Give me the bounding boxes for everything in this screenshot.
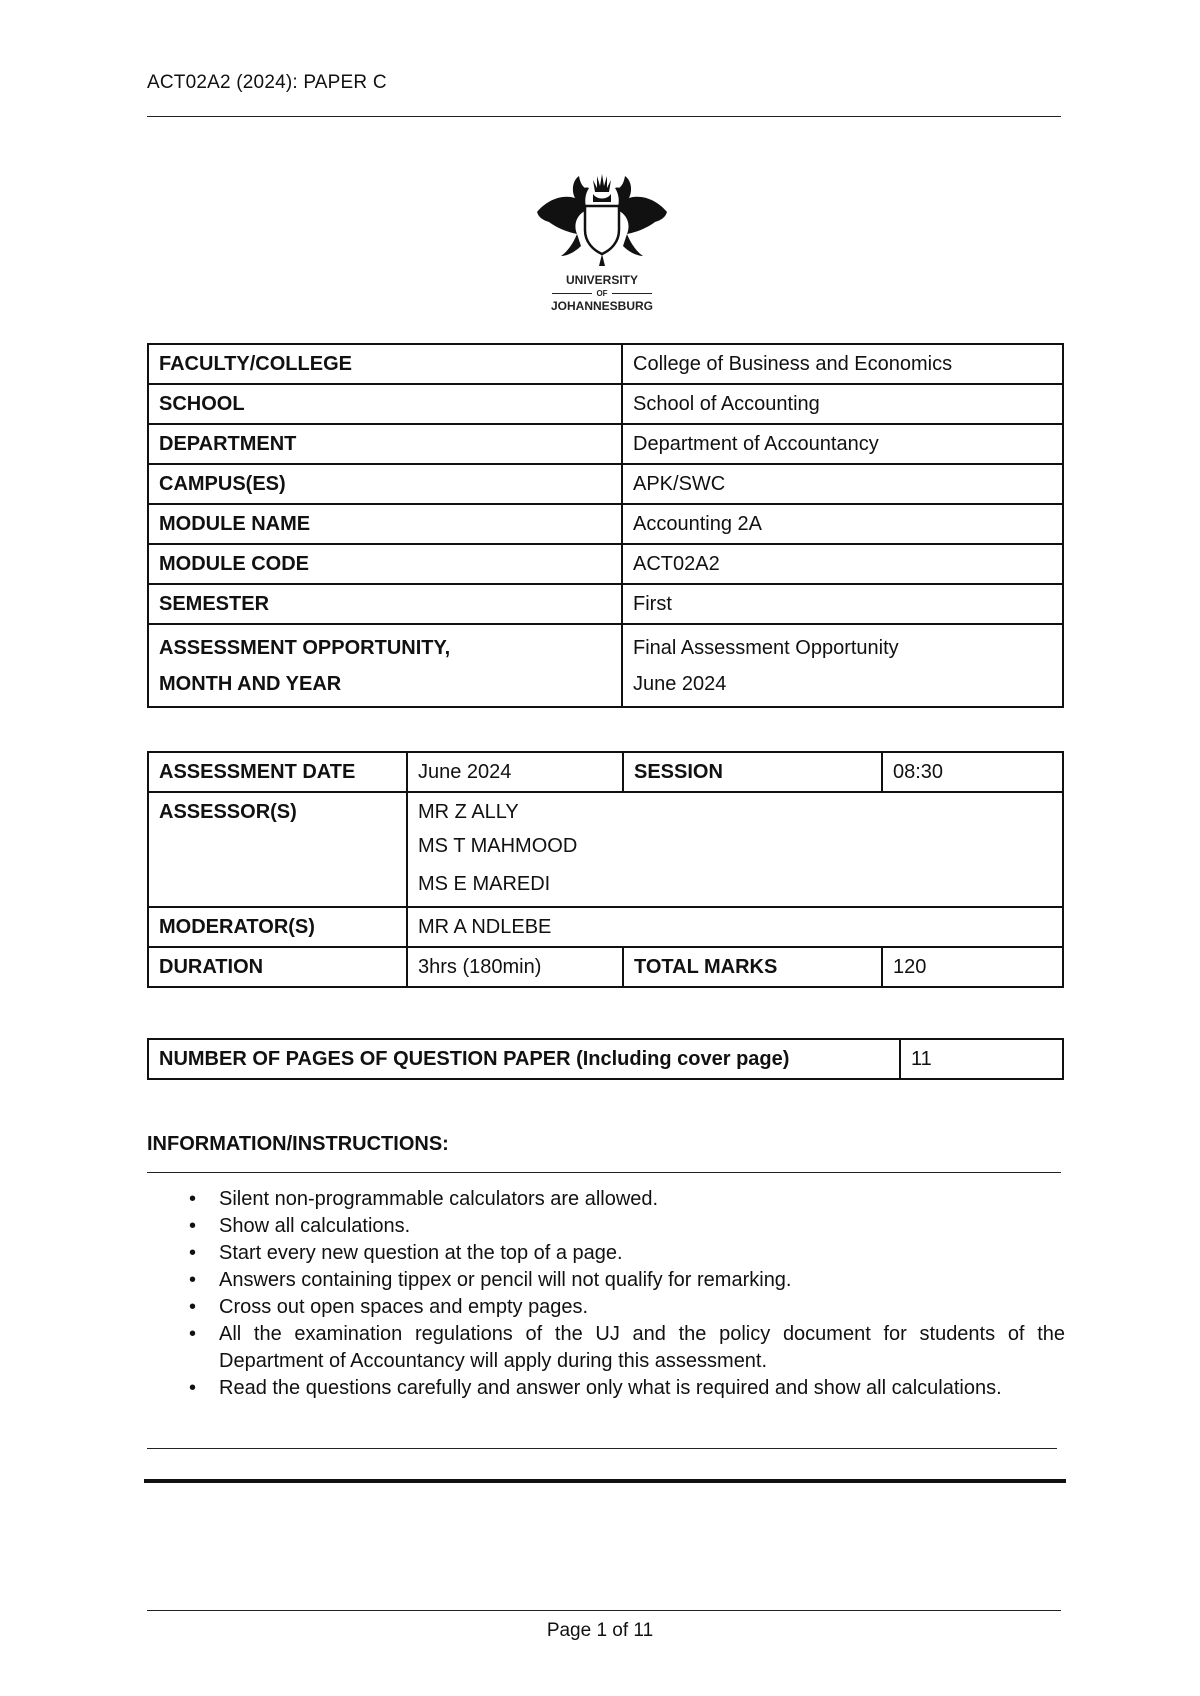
section-end-rule <box>144 1479 1066 1483</box>
assessor-name: MR Z ALLY <box>418 801 519 823</box>
opportunity-value-line2: June 2024 <box>633 673 727 695</box>
page-count-table <box>147 1038 1064 1080</box>
list-item: • Cross out open spaces and empty pages. <box>147 1294 1065 1321</box>
detail-label: MODULE NAME <box>148 504 622 544</box>
list-item: • Answers containing tippex or pencil will not qualify for remarking. <box>147 1267 1065 1294</box>
university-crest-icon <box>527 172 677 272</box>
logo-text-university: UNIVERSITY <box>565 273 638 287</box>
detail-value: College of Business and Economics <box>622 344 1063 384</box>
page-count-label: NUMBER OF PAGES OF QUESTION PAPER (Including cover page) <box>148 1039 900 1079</box>
table-row <box>148 1039 1063 1079</box>
instructions-divider <box>147 1172 1061 1173</box>
total-marks-label: TOTAL MARKS <box>623 947 882 987</box>
total-marks-value: 120 <box>882 947 1063 987</box>
list-item: • Start every new question at the top of a page. <box>147 1240 1065 1267</box>
list-item: • Silent non-programmable calculators are allowed. <box>147 1186 1065 1213</box>
table-row <box>148 584 1063 624</box>
table-row <box>148 544 1063 584</box>
moderators-label: MODERATOR(S) <box>148 907 407 947</box>
list-item: • Show all calculations. <box>147 1213 1065 1240</box>
table-row <box>148 504 1063 544</box>
duration-value: 3hrs (180min) <box>407 947 623 987</box>
table-row <box>148 344 1063 384</box>
table-row <box>148 624 1063 707</box>
detail-label: CAMPUS(ES) <box>148 464 622 504</box>
footer-divider <box>147 1610 1061 1611</box>
logo-text-johannesburg: JOHANNESBURG <box>550 299 653 313</box>
page-count-value: 11 <box>900 1039 1063 1079</box>
duration-label: DURATION <box>148 947 407 987</box>
session-label: SESSION <box>623 752 882 792</box>
assessors-label: ASSESSOR(S) <box>148 792 407 907</box>
list-item: • Read the questions carefully and answer only what is required and show all calculations. <box>147 1375 1065 1402</box>
session-value: 08:30 <box>882 752 1063 792</box>
document-header-title: ACT02A2 (2024): PAPER C <box>147 72 387 93</box>
table-row <box>148 792 1063 907</box>
opportunity-label <box>148 624 622 707</box>
table-row <box>148 384 1063 424</box>
detail-value: APK/SWC <box>622 464 1063 504</box>
assessment-info-table <box>147 751 1064 988</box>
table-row <box>148 752 1063 792</box>
logo-text-of: OF <box>527 289 677 298</box>
detail-value: Department of Accountancy <box>622 424 1063 464</box>
university-logo <box>527 172 677 317</box>
detail-label: SEMESTER <box>148 584 622 624</box>
detail-value: First <box>622 584 1063 624</box>
opportunity-label-line2: MONTH AND YEAR <box>159 673 342 695</box>
moderators-value: MR A NDLEBE <box>407 907 1063 947</box>
assessor-name: MS T MAHMOOD <box>418 835 578 857</box>
opportunity-label-line1: ASSESSMENT OPPORTUNITY, <box>159 637 451 659</box>
module-details-table <box>147 343 1064 708</box>
assessment-date-value: June 2024 <box>407 752 623 792</box>
detail-label: MODULE CODE <box>148 544 622 584</box>
instructions-heading: INFORMATION/INSTRUCTIONS: <box>147 1133 449 1155</box>
assessor-name: MS E MAREDI <box>418 873 551 895</box>
detail-value: ACT02A2 <box>622 544 1063 584</box>
detail-label: FACULTY/COLLEGE <box>148 344 622 384</box>
list-item: • All the examination regulations of the UJ and the policy document for students of the Department of Accountancy will apply during this assessment. <box>147 1321 1065 1375</box>
detail-label: DEPARTMENT <box>148 424 622 464</box>
header-divider <box>147 116 1061 117</box>
instructions-end-divider <box>147 1448 1057 1449</box>
detail-label: SCHOOL <box>148 384 622 424</box>
table-row <box>148 464 1063 504</box>
table-row <box>148 424 1063 464</box>
detail-value: School of Accounting <box>622 384 1063 424</box>
opportunity-value <box>622 624 1063 707</box>
assessment-date-label: ASSESSMENT DATE <box>148 752 407 792</box>
detail-value: Accounting 2A <box>622 504 1063 544</box>
opportunity-value-line1: Final Assessment Opportunity <box>633 637 899 659</box>
table-row <box>148 907 1063 947</box>
assessors-value <box>407 792 1063 907</box>
table-row <box>148 947 1063 987</box>
page-number: Page 1 of 11 <box>546 1620 654 1641</box>
instructions-list <box>147 1186 1065 1402</box>
